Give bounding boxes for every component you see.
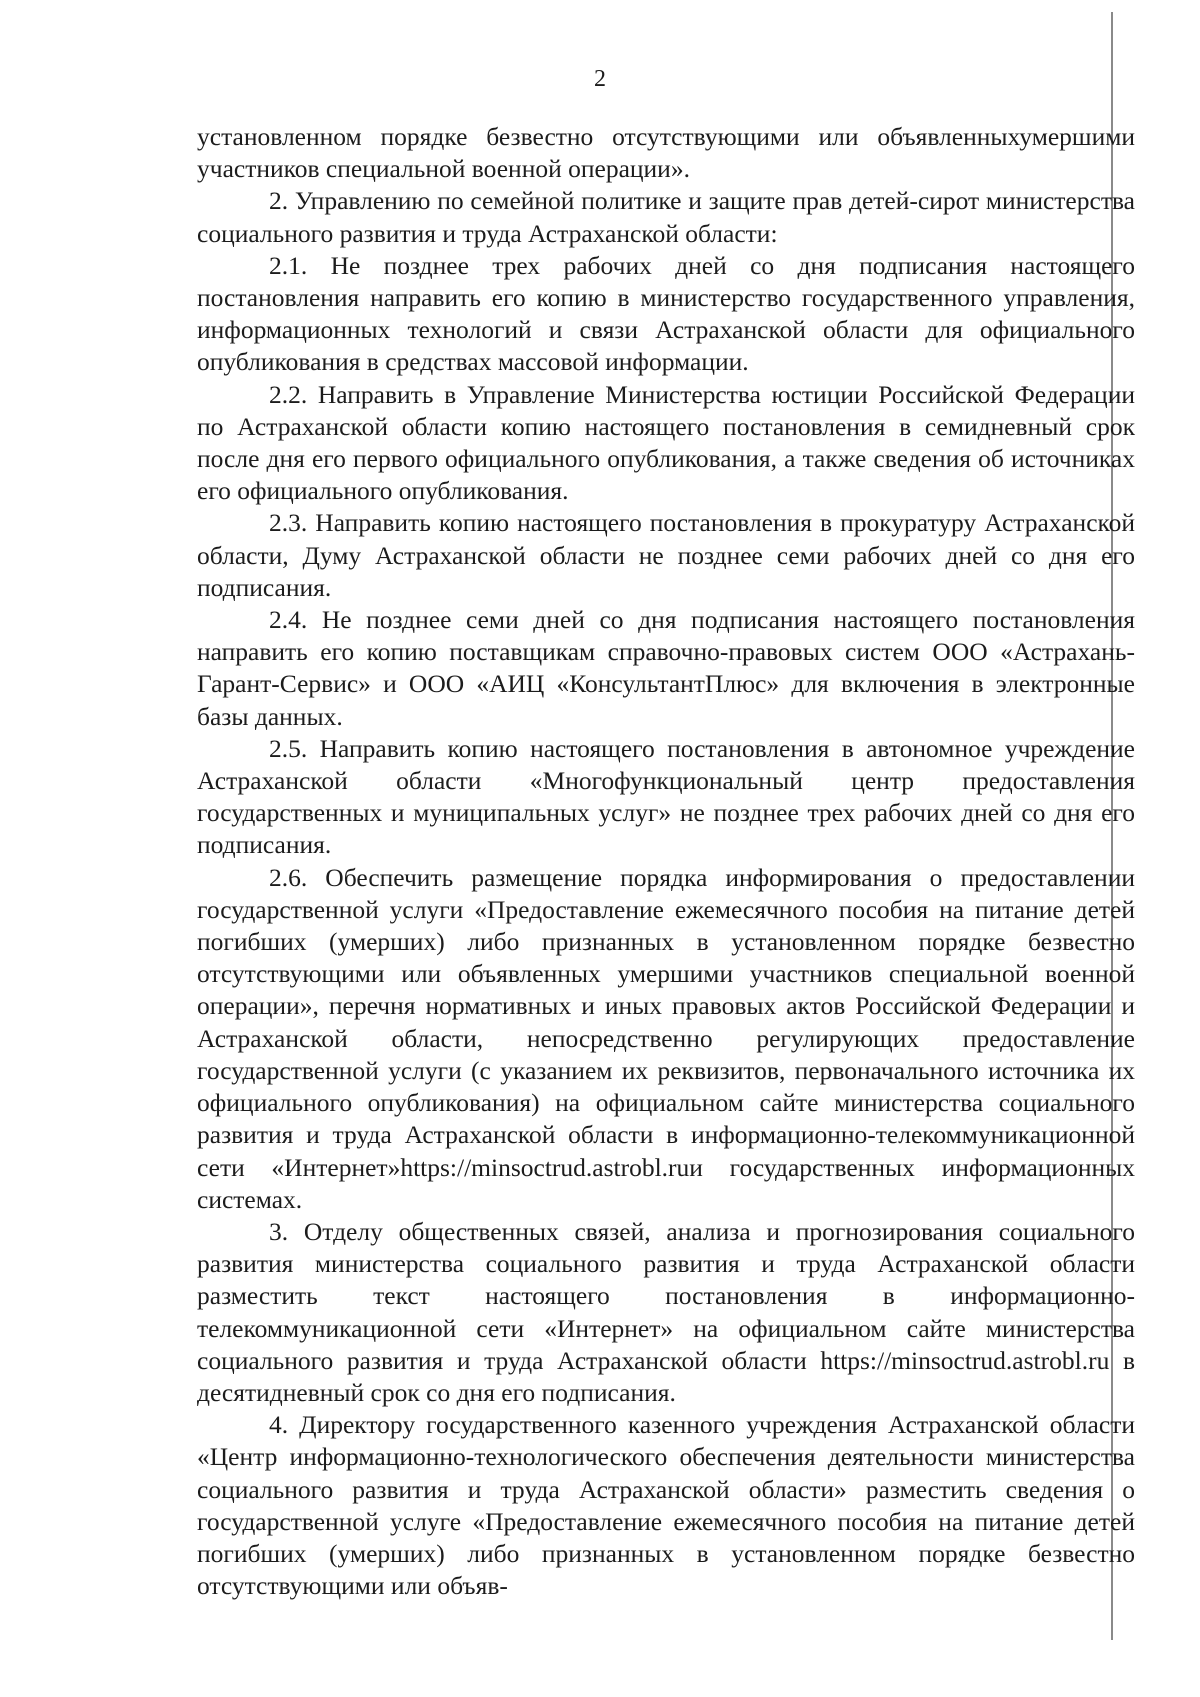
paragraph-item-2-1: 2.1. Не позднее трех рабочих дней со дня подписания настоящего постановления направить его копию в министерство государственного управления, информационных технологий и связи Астраханской области для официального опубликования в средствах массовой информации. <box>197 250 1135 377</box>
paragraph-item-2-6: 2.6. Обеспечить размещение порядка информирования о предоставлении государственной услуги «Предоставление ежемесячного пособия на питание детей погибших (умерших) либо признанных в установленном порядке безвестно отсутствующими или объявленных умершими участников специальной военной операции», перечня нормативных и иных правовых актов Российской Федерации и Астраханской области, непосредственно регулирующих предоставление государственной услуги (с указанием их реквизитов, первоначального источника их официального опубликования) на официальном сайте министерства социального развития и труда Астраханской области в информационно-телекоммуникационной сети «Интернет»https://minsoctrud.astrobl.ruи государственных информационных системах. <box>197 862 1135 1214</box>
paragraph-item-3: 3. Отделу общественных связей, анализа и прогнозирования социального развития министерства социального развития и труда Астраханской области разместить текст настоящего постановления в информационно-телекоммуникационной сети «Интернет» на официальном сайте министерства социального развития и труда Астраханской области https://minsoctrud.astrobl.ru в десятидневный срок со дня его подписания. <box>197 1216 1135 1407</box>
paragraph-item-2-3: 2.3. Направить копию настоящего постановления в прокуратуру Астраханской области, Думу Астраханской области не позднее семи рабочих дней со дня его подписания. <box>197 508 1135 602</box>
paragraph-item-2-5: 2.5. Направить копию настоящего постановления в автономное учреждение Астраханской области «Многофункциональный центр предоставления государственных и муниципальных услуг» не позднее трех рабочих дней со дня его подписания. <box>197 733 1135 860</box>
paragraph-continuation: установленном порядке безвестно отсутствующими или объявленныхумершими участников специальной военной операции». <box>197 122 1135 184</box>
paragraph-item-2-2: 2.2. Направить в Управление Министерства юстиции Российской Федерации по Астраханской области копию настоящего постановления в семидневный срок после дня его первого официального опубликования, а также сведения об источниках его официального опубликования. <box>197 379 1135 506</box>
paragraph-item-4: 4. Директору государственного казенного учреждения Астраханской области «Центр информационно-технологического обеспечения деятельности министерства социального развития и труда Астраханской области» разместить сведения о государственной услуге «Предоставление ежемесячного пособия на питание детей погибших (умерших) либо признанных в установленном порядке безвестно отсутствующими или объяв- <box>197 1410 1135 1601</box>
paragraph-item-2-4: 2.4. Не позднее семи дней со дня подписания настоящего постановления направить его копию поставщикам справочно-правовых систем ООО «Астрахань-Гарант-Сервис» и ООО «АИЦ «КонсультантПлюс» для включения в электронные базы данных. <box>197 605 1135 731</box>
paragraph-item-2: 2. Управлению по семейной политике и защите прав детей-сирот министерства социального развития и труда Астраханской области: <box>197 186 1135 248</box>
document-body <box>197 121 1135 1602</box>
page-number: 2 <box>594 66 606 92</box>
